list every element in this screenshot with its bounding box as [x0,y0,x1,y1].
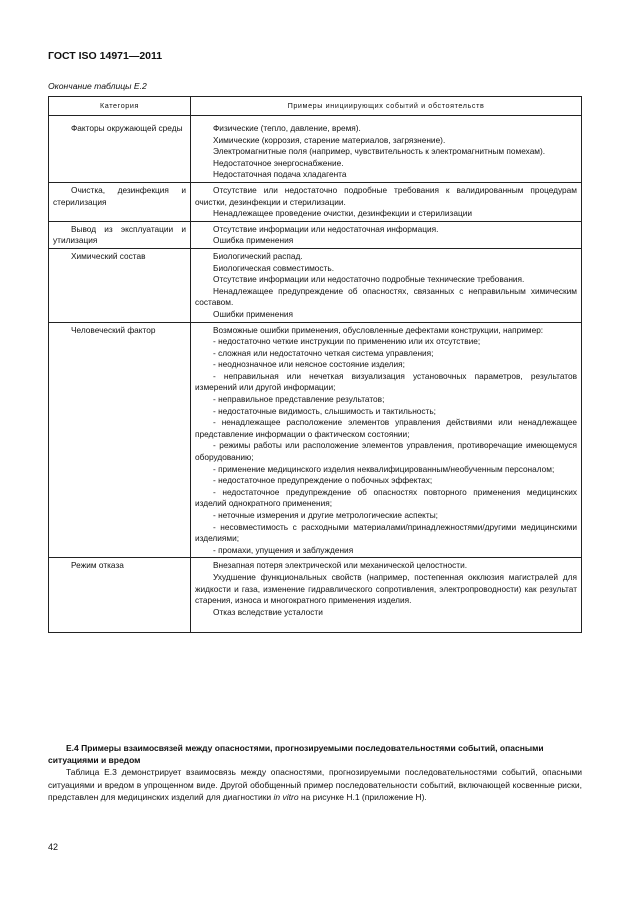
example-line: Биологическая совместимость. [213,262,334,273]
column-header-examples: Примеры инициирующих событий и обстоятельств [191,97,582,116]
example-line: Отсутствие или недостаточно подробные требования к валидированным процедурам очистки, дезинфекции и стерилизации. [195,184,577,207]
category-cell: Вывод из эксплуатации и утилизация [49,221,191,248]
example-line: Отсутствие информации или недостаточная информация. [213,223,439,234]
example-line: - недостаточное предупреждение о побочных эффектах; [213,475,433,486]
category-cell: Очистка, дезинфекция и стерилизация [49,182,191,221]
example-line: Возможные ошибки применения, обусловленные дефектами конструкции, например: [213,324,544,335]
category-cell: Человеческий фактор [49,322,191,558]
examples-cell [191,322,582,558]
page-number: 42 [48,842,59,852]
table-caption: Окончание таблицы Е.2 [48,81,147,91]
example-line: Ошибки применения [213,308,294,319]
table-row [49,121,582,182]
example-line: Ошибка применения [213,235,294,246]
example-line: Недостаточная подача хладагента [213,169,347,180]
category-cell: Факторы окружающей среды [49,121,191,182]
examples-cell [191,121,582,182]
example-line: Физические (тепло, давление, время). [213,123,361,133]
example-line: - промахи, упущения и заблуждения [213,544,354,555]
example-line: Отсутствие информации или недостаточно подробные технические требования. [213,274,525,285]
example-line: - применение медицинского изделия неквалифицированным/необученным персоналом; [213,463,555,474]
example-line: - сложная или недостаточно четкая система управления; [213,347,434,358]
section-title: Е.4 Примеры взаимосвязей между опасностями, прогнозируемыми последовательностями событий, опасными ситуациями и вредом [48,743,544,766]
examples-cell [191,248,582,322]
example-line: - недостаточные видимость, слышимость и тактильность; [213,405,436,416]
example-line: Ухудшение функциональных свойств (например, постепенная окклюзия магистралей для жидкости и газа, изменение гидравлического сопротивления, электропроводности) как результат старения, износа и многократного применения изделия. [195,571,577,606]
paragraph-text-before: Таблица Е.3 демонстрирует взаимосвязь между опасностями, прогнозируемыми последовательностями событий, опасными ситуациями и вредом в упрощенном виде. Другой обобщенный пример последовательности событий, включающей косвенные риски, представлен для медицинских изделий для диагностики [48,767,582,802]
category-cell: Химический состав [49,248,191,322]
section-paragraph [48,766,582,803]
examples-cell [191,182,582,221]
example-line: - режимы работы или расположение элементов управления, противоречащие имеющемуся оборудованию; [195,440,577,463]
table-row [49,322,582,558]
paragraph-italic-term: in vitro [273,791,299,802]
example-line: - неточные измерения и другие метрологические аспекты; [213,510,438,520]
example-line: Отказ вследствие усталости [213,606,323,617]
example-line: Электромагнитные поля (например, чувствительность к электромагнитным помехам). [213,146,546,157]
table-row [49,221,582,248]
hazard-table [48,96,582,633]
table-row [49,248,582,322]
example-line: Химические (коррозия, старение материалов, загрязнение). [213,134,446,145]
table-header-row [49,97,582,116]
example-line: - неправильная или нечеткая визуализация установочных параметров, результатов измерений или другой информации; [195,370,577,393]
document-header: ГОСТ ISO 14971—2011 [48,50,163,62]
table-row [49,558,582,633]
example-line: - неправильное представление результатов; [213,394,385,405]
category-cell: Режим отказа [49,558,191,633]
section-e4 [48,742,582,803]
example-line: - несовместимость с расходными материалами/принадлежностями/другими медицинскими изделиями; [195,521,577,544]
example-line: - ненадлежащее расположение элементов управления действиями или ненадлежащее представление информации о фактическом состоянии; [195,417,577,439]
example-line: Внезапная потеря электрической или механической целостности. [213,560,468,571]
example-line: - недостаточное предупреждение об опасностях повторного применения медицинских изделий однократного применения; [195,486,577,509]
example-line: - недостаточно четкие инструкции по применению или их отсутствие; [213,336,481,347]
table-row [49,182,582,221]
column-header-category: Категория [49,97,191,116]
paragraph-text-after: на рисунке Н.1 (приложение Н). [300,791,427,802]
examples-cell [191,558,582,633]
examples-cell [191,221,582,248]
example-line: Ненадлежащее предупреждение об опасностях, связанных с неправильным химическим составом. [195,285,577,308]
example-line: Ненадлежащее проведение очистки, дезинфекции и стерилизации [213,208,472,219]
example-line: - неоднозначное или неясное состояние изделия; [213,359,405,370]
example-line: Недостаточное энергоснабжение. [213,157,344,168]
example-line: Биологический распад. [213,250,303,261]
